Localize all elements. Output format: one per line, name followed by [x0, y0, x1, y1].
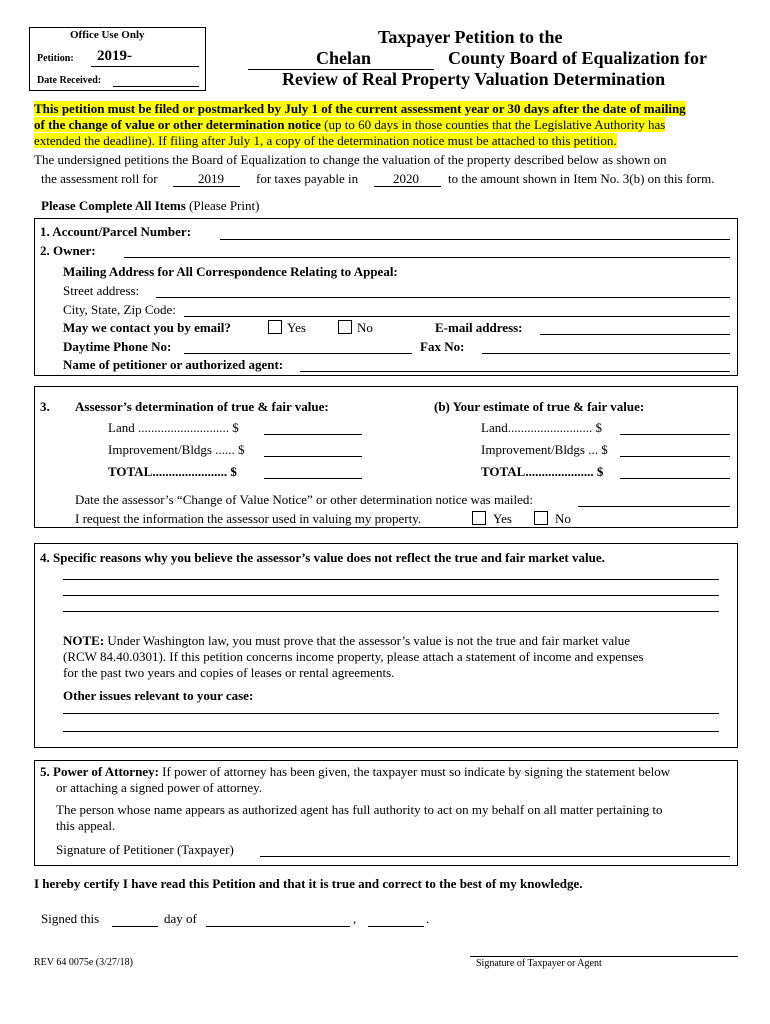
form-number: REV 64 0075e (3/27/18): [34, 957, 133, 968]
note-label: NOTE:: [63, 633, 105, 648]
assessor-total-field[interactable]: [264, 478, 362, 479]
petitioner-signature-field[interactable]: [260, 856, 730, 857]
assessor-value-title: Assessor’s determination of true & fair value:: [75, 399, 329, 414]
estimate-land-label: Land.......................... $: [481, 420, 602, 435]
your-estimate-title: (b) Your estimate of true & fair value:: [434, 399, 645, 414]
owner-field[interactable]: [124, 257, 730, 258]
form-title-line3: Review of Real Property Valuation Determination: [282, 69, 666, 89]
request-yes-label: Yes: [493, 511, 512, 526]
intro-tail: to the amount shown in Item No. 3(b) on this form.: [448, 171, 715, 186]
parcel-label: 1. Account/Parcel Number:: [40, 224, 192, 239]
notice-line2: (up to 60 days in those counties that the Legislative Authority has: [320, 117, 666, 132]
phone-field[interactable]: [184, 353, 412, 354]
signed-year-field[interactable]: [368, 926, 424, 927]
poa-text: [40, 764, 670, 796]
request-yes-checkbox[interactable]: [472, 511, 486, 525]
form-title-line2: County Board of Equalization for: [448, 48, 708, 68]
email-contact-question: May we contact you by email?: [63, 320, 231, 335]
petitioner-name-field[interactable]: [300, 371, 730, 372]
street-field[interactable]: [156, 297, 730, 298]
section3-number: 3.: [40, 399, 50, 414]
reasons-line-2[interactable]: [63, 595, 719, 596]
estimate-total-label: TOTAL..................... $: [481, 464, 604, 479]
assessment-roll-label: the assessment roll for: [41, 171, 158, 186]
petition-label: Petition:: [37, 53, 74, 64]
assessor-improvement-field[interactable]: [264, 456, 362, 457]
assessor-land-field[interactable]: [264, 434, 362, 435]
filing-deadline-notice: [34, 101, 686, 149]
petition-value: 2019-: [97, 48, 132, 64]
form-title-line1: Taxpayer Petition to the: [378, 27, 563, 47]
signed-day-field[interactable]: [112, 926, 158, 927]
date-received-label: Date Received:: [37, 75, 102, 86]
assessment-roll-year: 2019: [198, 171, 224, 186]
reasons-line-3[interactable]: [63, 611, 719, 612]
notice-line1: This petition must be filed or postmarked by July 1 of the current assessment year or 30 days after the date of mailing: [34, 101, 686, 116]
email-address-field[interactable]: [540, 334, 730, 335]
notice-line2-bold: of the change of value or other determination notice: [34, 117, 321, 132]
other-issues-line-1[interactable]: [63, 713, 719, 714]
assessment-roll-year-field[interactable]: [173, 186, 240, 187]
signed-month-field[interactable]: [206, 926, 350, 927]
poa-title: 5. Power of Attorney:: [40, 764, 159, 779]
fax-label: Fax No:: [420, 339, 465, 354]
estimate-improvement-label: Improvement/Bldgs ... $: [481, 442, 608, 457]
reasons-line-1[interactable]: [63, 579, 719, 580]
office-use-title: Office Use Only: [70, 29, 145, 41]
taxpayer-signature-label: Signature of Taxpayer or Agent: [476, 958, 602, 969]
county-name: Chelan: [316, 48, 372, 68]
day-of-label: day of: [164, 911, 197, 926]
poa-line2: or attaching a signed power of attorney.: [56, 780, 263, 795]
authority-line2: this appeal.: [56, 818, 116, 833]
taxes-payable-label: for taxes payable in: [256, 171, 359, 186]
poa-line1: If power of attorney has been given, the taxpayer must so indicate by signing the statement below: [158, 764, 671, 779]
other-issues-line-2[interactable]: [63, 731, 719, 732]
signed-period: .: [426, 911, 430, 926]
estimate-improvement-field[interactable]: [620, 456, 730, 457]
notice-date-label: Date the assessor’s “Change of Value Notice” or other determination notice was mailed:: [75, 492, 533, 507]
taxes-payable-year-field[interactable]: [374, 186, 441, 187]
assessor-total-label: TOTAL....................... $: [108, 464, 237, 479]
authority-text: [56, 802, 662, 834]
request-info-label: I request the information the assessor used in valuing my property.: [75, 511, 422, 526]
please-complete-rest: (Please Print): [185, 198, 260, 213]
certification-statement: I hereby certify I have read this Petition and that it is true and correct to the best of my knowledge.: [34, 876, 583, 891]
taxpayer-signature-field[interactable]: [470, 956, 738, 957]
street-label: Street address:: [63, 283, 140, 298]
email-yes-label: Yes: [287, 320, 306, 335]
assessor-land-label: Land ............................ $: [108, 420, 239, 435]
signed-this-label: Signed this: [41, 911, 100, 926]
note-line1: Under Washington law, you must prove that the assessor’s value is not the true and fair market value: [104, 633, 630, 648]
date-received-field[interactable]: [113, 86, 199, 87]
city-label: City, State, Zip Code:: [63, 302, 176, 317]
assessor-improvement-label: Improvement/Bldgs ...... $: [108, 442, 245, 457]
parcel-number-field[interactable]: [220, 239, 730, 240]
please-complete-bold: Please Complete All Items: [41, 198, 186, 213]
reasons-title: 4. Specific reasons why you believe the assessor’s value does not reflect the true and fair market value.: [40, 550, 605, 565]
city-field[interactable]: [184, 316, 730, 317]
email-yes-checkbox[interactable]: [268, 320, 282, 334]
intro-line1: The undersigned petitions the Board of Equalization to change the valuation of the property described below as shown on: [34, 152, 667, 167]
phone-label: Daytime Phone No:: [63, 339, 172, 354]
estimate-land-field[interactable]: [620, 434, 730, 435]
petitioner-signature-label: Signature of Petitioner (Taxpayer): [56, 842, 234, 857]
email-address-label: E-mail address:: [435, 320, 523, 335]
please-complete: [41, 198, 259, 214]
request-no-label: No: [555, 511, 571, 526]
authority-line1: The person whose name appears as authorized agent has full authority to act on my behalf on all matter pertaining to: [56, 802, 663, 817]
taxes-payable-year: 2020: [393, 171, 419, 186]
petition-number-field[interactable]: [91, 66, 199, 67]
notice-date-field[interactable]: [578, 506, 730, 507]
owner-label: 2. Owner:: [40, 243, 96, 258]
signed-comma: ,: [353, 911, 357, 926]
note-text: [63, 633, 644, 681]
note-line3: for the past two years and copies of leases or rental agreements.: [63, 665, 395, 680]
request-no-checkbox[interactable]: [534, 511, 548, 525]
other-issues-label: Other issues relevant to your case:: [63, 688, 254, 703]
note-line2: (RCW 84.40.0301). If this petition concerns income property, please attach a statement of income and expenses: [63, 649, 644, 664]
notice-line3: extended the deadline). If filing after July 1, a copy of the determination notice must be attached to this petition.: [34, 133, 617, 148]
estimate-total-field[interactable]: [620, 478, 730, 479]
mailing-address-heading: Mailing Address for All Correspondence Relating to Appeal:: [63, 264, 398, 279]
email-no-label: No: [357, 320, 373, 335]
fax-field[interactable]: [482, 353, 730, 354]
email-no-checkbox[interactable]: [338, 320, 352, 334]
petitioner-name-label: Name of petitioner or authorized agent:: [63, 357, 284, 372]
